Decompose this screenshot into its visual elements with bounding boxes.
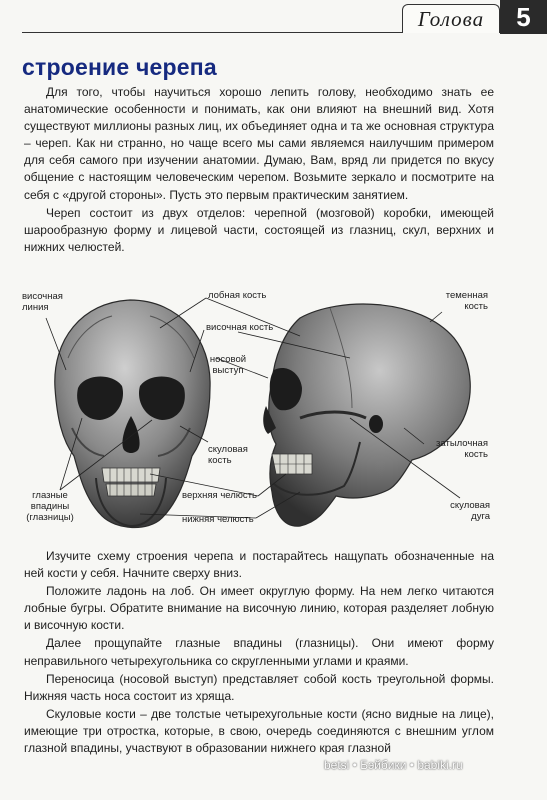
label-parietal-bone: теменная кость xyxy=(445,290,488,312)
chapter-title: Голова xyxy=(402,4,500,33)
page-number: 5 xyxy=(500,0,547,34)
intro-paragraph-1: Для того, чтобы научиться хорошо лепить голову, необходимо знать ее анатомические особенности и понимать, как они влияют на внешний вид. Хотя существуют миллионы разных лиц, их объединяет одна и та же основная структура – череп. Как ни странно, но чаще всего мы сами являемся наилучшим примером для себя самого при изучении анатомии. Думаю, Вам, вряд ли придется по вкусу общение с настоящим человеческим черепом. Возьмите зеркало и посмотрите на себя с «другой стороны». Пусть это первым практическим занятием. xyxy=(24,85,494,202)
label-eye-sockets: глазные впадины (глазницы) xyxy=(26,490,74,523)
label-zygomatic-arch: скуловая дуга xyxy=(450,500,490,522)
label-frontal-bone: лобная кость xyxy=(208,290,267,301)
skull-diagram xyxy=(0,278,547,538)
body-paragraph-5: Скуловые кости – две толстые четырехугольные кости (ясно видные на лице), имеющие три отростка, которые, в свою, очередь соединяются с внешним углом глазной впадины, участвуют в образовании нижнего края глазной xyxy=(24,706,494,756)
skull-illustration xyxy=(0,278,547,538)
body-paragraph-3: Далее прощупайте глазные впадины (глазницы). Они имеют форму неправильного четырехугольника со скругленными углами и краями. xyxy=(24,636,494,668)
label-temporal-line: височная линия xyxy=(22,291,63,313)
intro-paragraph-2: Череп состоит из двух отделов: черепной (мозговой) коробки, имеющей шарообразную форму и лицевой части, состоящей из глазниц, скул, верхних и нижних челюстей. xyxy=(24,205,494,254)
label-lower-jaw: нижняя челюсть xyxy=(182,514,254,525)
body-paragraph-1: Изучите схему строения черепа и постарайтесь нащупать обозначенные на ней кости у себя. Начните сверху вниз. xyxy=(24,549,494,581)
body-paragraph-2: Положите ладонь на лоб. Он имеет округлую форму. На нем легко читаются лобные бугры. Обратите внимание на височную линию, которая разделяет лобную и височную кости. xyxy=(24,584,494,633)
label-nasal-process: носовой выступ xyxy=(209,354,247,376)
label-temporal-bone: височная кость xyxy=(206,322,274,333)
side-skull xyxy=(263,304,470,526)
label-occipital-bone: затылочная кость xyxy=(436,438,488,460)
label-zygomatic-bone: скуловая кость xyxy=(208,444,248,466)
section-title: строение черепа xyxy=(22,54,217,80)
intro-text xyxy=(24,84,494,256)
label-upper-jaw: верхняя челюсть xyxy=(182,490,257,501)
body-paragraph-4: Переносица (носовой выступ) представляет собой кость треугольной формы. Нижняя часть носа состоит из хряща. xyxy=(24,671,494,703)
watermark: betsi • Бэйбики • babiki.ru xyxy=(324,758,463,772)
body-text xyxy=(24,548,494,757)
